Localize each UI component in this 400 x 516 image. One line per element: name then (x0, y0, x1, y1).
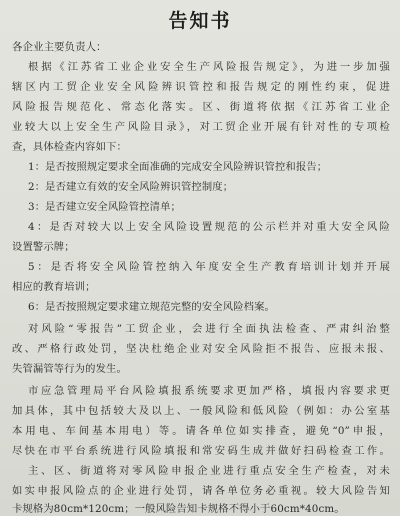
check-item-1: 1：是否按照规定要求全面准确的完成安全风险辨识管控和报告； (28, 161, 328, 173)
check-item-3: 3：是否建立安全风险管控清单； (28, 201, 181, 213)
paragraph4-line-2: 如实申报风险点的企业进行处罚，请各单位务必重视。较大风险告知 (12, 485, 390, 497)
check-item-5: 5：是否将安全风险管控纳入年度安全生产教育培训计划并开展 (28, 261, 390, 273)
check-item-6: 6：是否按照规定要求建立规范完整的安全风险档案。 (28, 301, 275, 313)
paragraph2-line-3: 失管漏管等行为的发生。 (12, 363, 127, 375)
body-line-4: 业较大以上安全生产风险目录》，对工贸企业开展有针对性的专项检 (12, 121, 390, 133)
body-line-2: 辖区内工贸企业安全风险辨识管控和报告规定的刚性约束，促进 (12, 81, 390, 93)
paragraph4-line-1: 主、区、街道将对零风险申报企业进行重点安全生产检查，对未 (28, 465, 390, 477)
paragraph2-line-2: 改、严格行政处罚，坚决杜绝企业对安全风险拒不报告、应报未报、 (12, 343, 390, 355)
paragraph2-line-1: 对风险“零报告”工贸企业，会进行全面执法检查、严肃纠治整 (28, 323, 390, 335)
paragraph3-line-3: 本用电、车间基本用电）等。请各单位如实排查，避免“0”申报， (12, 425, 390, 437)
body-line-5: 查，具体检查内容如下： (12, 141, 127, 153)
check-item-2: 2：是否建立有效的安全风险辨识管控制度； (28, 181, 234, 193)
paragraph3-line-4: 尽快在市平台系统进行风险填报和常安码生成并做好扫码检查工作。 (12, 445, 390, 457)
paragraph4-line-3: 卡规格为80cm*120cm；一般风险告知卡规格不得小于60cm*40cm。 (12, 503, 345, 515)
check-item-4: 4：是否对较大以上安全风险设置规范的公示栏并对重大安全风险 (28, 221, 390, 233)
check-item-4-cont: 设置警示牌； (12, 241, 75, 253)
paragraph3-line-1: 市应急管理局平台风险填报系统要求更加严格，填报内容要求更 (28, 385, 390, 397)
check-item-5-cont: 相应的教育培训； (12, 281, 96, 293)
body-line-3: 风险报告规范化、常态化落实。区、街道将依据《江苏省工业企 (12, 101, 390, 113)
paragraph3-line-2: 加具体，其中包括较大及以上、一般风险和低风险（例如：办公室基 (12, 405, 390, 417)
salutation: 各企业主要负责人： (12, 41, 107, 53)
document-title: 告知书 (168, 10, 232, 32)
body-line-1: 根据《江苏省工业企业安全生产风险报告规定》，为进一步加强 (28, 61, 390, 73)
